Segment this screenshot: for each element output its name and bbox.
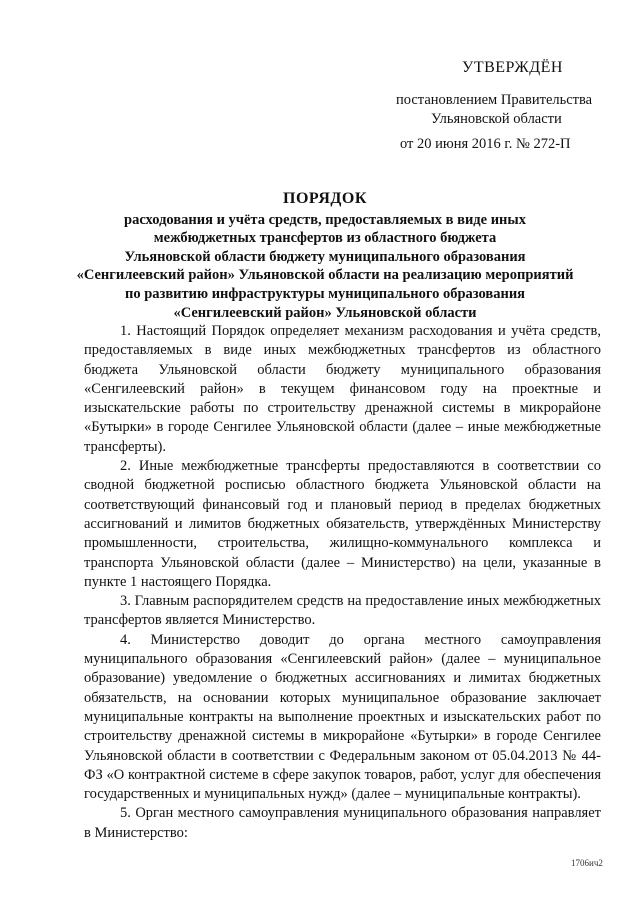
title-line: «Сенгилеевский район» Ульяновской области на реализацию мероприятий <box>76 267 574 284</box>
title-line: Ульяновской области бюджету муниципального образования <box>124 248 526 265</box>
title-line: расходования и учёта средств, предоставляемых в виде иных <box>124 211 526 228</box>
approval-line-region: Ульяновской области <box>431 111 562 127</box>
approval-line-decree: постановлением Правительства <box>396 92 593 108</box>
document-title <box>60 190 590 322</box>
approval-line-date: от 20 июня 2016 г. № 272-П <box>400 136 571 152</box>
title-main: ПОРЯДОК <box>283 190 367 207</box>
title-line: по развитию инфраструктуры муниципального образования <box>124 285 526 302</box>
paragraph-5: 5. Орган местного самоуправления муниципального образования направляет в Министерство: <box>84 805 601 841</box>
paragraph-1: 1. Настоящий Порядок определяет механизм расходования и учёта средств, предоставляемых в виде иных межбюджетных трансфертов из областного бюджета Ульяновской области бюджету муниципального образования «Сенгилеевский район» в текущем финансовом году на проектные и изыскательские работы по строительству дренажной системы в микрорайоне «Бутырки» в городе Сенгилее Ульяновской области (далее – иные межбюджетные трансферты). <box>84 323 601 455</box>
title-line: межбюджетных трансфертов из областного бюджета <box>153 230 497 247</box>
paragraph-4: 4. Министерство доводит до органа местного самоуправления муниципального образования «Сенгилеевский район» (далее – муниципальное образование) уведомление о бюджетных ассигнованиях и лимитах бюджетных обязательств, на основании которых муниципальное образование заключает муниципальные контракты на выполнение проектных и изыскательских работ по строительству дренажной системы в микрорайоне «Бутырки» в городе Сенгилее Ульяновской области в соответствии с Федеральным законом от 05.04.2013 № 44-ФЗ «О контрактной системе в сфере закупок товаров, работ, услуг для обеспечения государственных и муниципальных нужд» (далее – муниципальные контракты). <box>84 631 601 803</box>
footer-code: 1706ич2 <box>571 858 603 868</box>
paragraph-2: 2. Иные межбюджетные трансферты предоставляются в соответствии со сводной бюджетной росписью областного бюджета Ульяновской области на соответствующий финансовый год и плановый период в пределах бюджетных ассигнований и лимитов бюджетных обязательств, утверждённых Министерству промышленности, строительства, жилищно-коммунального комплекса и транспорта Ульяновской области (далее – Министерство) на цели, указанные в пункте 1 настоящего Порядка. <box>84 458 601 590</box>
approved-heading: УТВЕРЖДЁН <box>462 59 563 76</box>
document-body <box>84 322 601 843</box>
title-line: «Сенгилеевский район» Ульяновской области <box>173 304 477 321</box>
paragraph-3: 3. Главным распорядителем средств на предоставление иных межбюджетных трансфертов является Министерство. <box>84 593 601 629</box>
